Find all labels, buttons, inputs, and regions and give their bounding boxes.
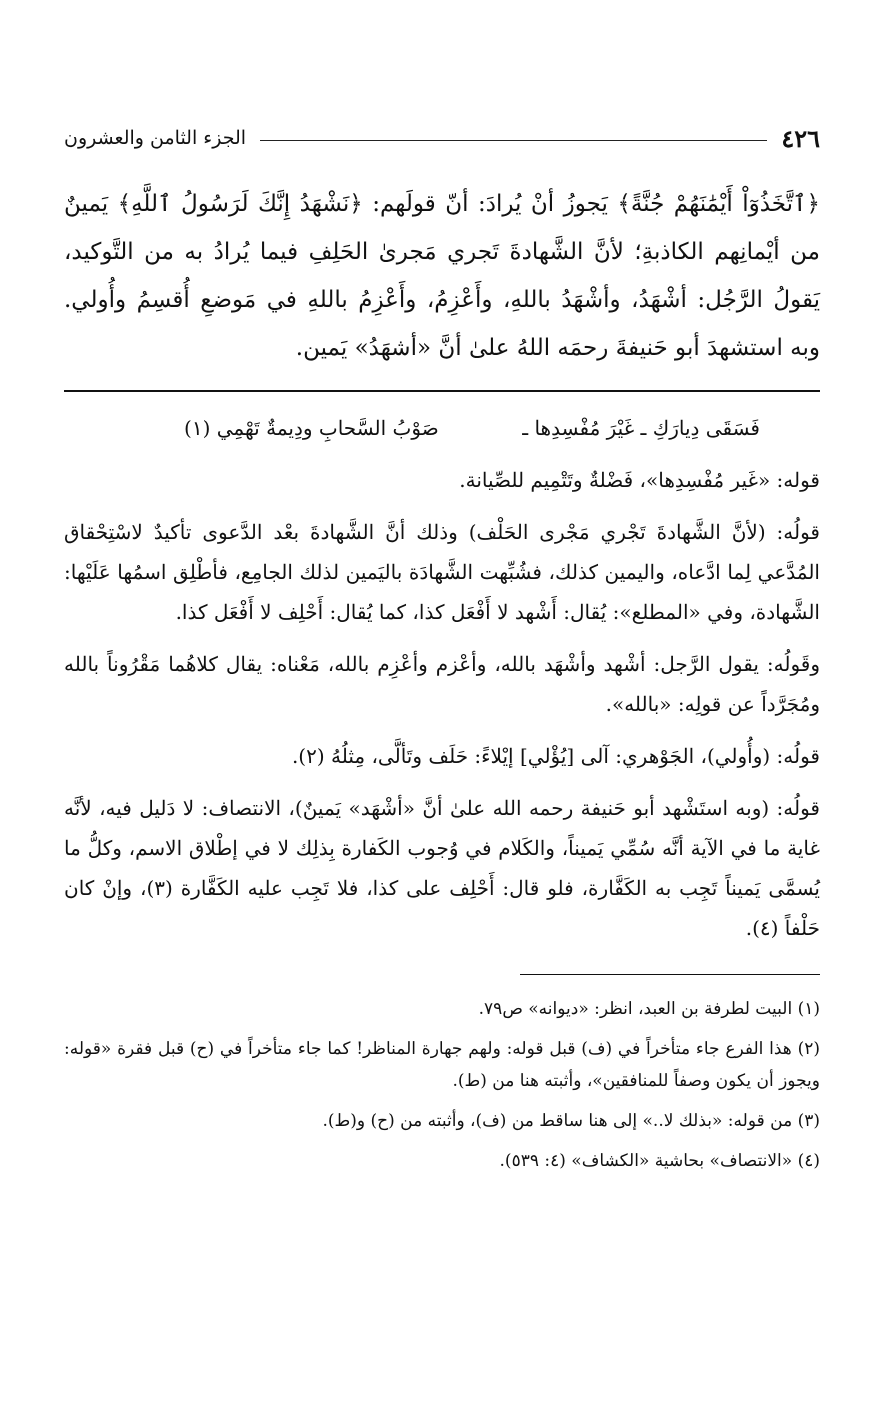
commentary-paragraph: قولُه: (وأُولي)، الجَوْهري: آلى [يُؤْلي] إيْلاءً: حَلَف وتَألَّى، مِثلُهُ (٢). <box>291 744 820 768</box>
running-title: الجزء الثامن والعشرون <box>64 127 247 149</box>
commentary-paragraph: وقَولُه: يقول الرَّجل: أشْهد وأشْهَد بالله، وأعْزم وأعْزِم بالله، مَعْناه: يقال كلاهُما مَقْرُوناً بالله ومُجَرَّداً عن قولِه: «بالله». <box>64 652 820 716</box>
page-number: ٤٢٦ <box>781 123 820 153</box>
footnotes <box>64 993 820 1177</box>
verse-second-hemistich: صَوْبُ السَّحابِ ودِيمةٌ تَهْمِي (١) <box>184 416 439 440</box>
commentary-paragraph: قوله: «غَير مُفْسِدِها»، فَضْلةٌ وتَتْمِيم للصِّيانة. <box>459 468 820 492</box>
commentary-paragraph: قولُه: (وبه استَشْهد أبو حَنيفة رحمه الله علىٰ أنَّ «أشْهَد» يَمينٌ)، الانتصاف: لا دَليل فيه، لأنَّه غاية ما في الآية أنَّه سُمِّي يَميناً، والكَلام في وُجوب الكَفارة بِذلِك لا في إطْلاق الاسم، وكلُّ ما يُسمَّى يَميناً تَجِب به الكَفَّارة، فلو قال: أَحْلِف على كذا، فلا تَجِب عليه الكَفَّارة (٣)، وإنْ كان حَلْفاً (٤). <box>64 796 820 940</box>
footnote: (١) البيت لطرفة بن العبد، انظر: «ديوانه» ص٧٩. <box>478 999 820 1019</box>
footnote-divider <box>520 974 820 975</box>
commentary-paragraph: قولُه: (لأنَّ الشَّهادةَ تَجْري مَجْرى الحَلْف) وذلك أنَّ الشَّهادةَ بعْد الدَّعوى تأكيدٌ لاسْتِحْقاق المُدَّعي لِما ادَّعاه، واليمين كذلك، فشُبِّهت الشَّهادَة باليَمين لذلك الجامِع، فأطْلِق اسمُها عَلَيْها: الشَّهادة، وفي «المطلع»: يُقال: أَشْهد لا أَفْعَل كذا، كما يُقال: أَحْلِف لا أَفْعَل كذا. <box>64 520 820 624</box>
commentary <box>64 460 820 948</box>
footnote: (٤) «الانتصاف» بحاشية «الكشاف» (٤: ٥٣٩). <box>499 1151 820 1171</box>
running-header <box>64 118 820 158</box>
book-page <box>64 118 820 1185</box>
section-divider <box>64 390 820 392</box>
header-rule <box>260 140 767 141</box>
poetry-verse <box>64 406 820 450</box>
main-text: ﴿ٱتَّخَذُوٓاْ أَيْمَٰنَهُمْ جُنَّةً﴾ يَجوزُ أنْ يُرادَ: أنّ قولَهم: ﴿نَشْهَدُ إِنَّكَ لَرَسُولُ ٱللَّهِ﴾ يَمينٌ من أيْمانِهم الكاذبةِ؛ لأنَّ الشَّهادةَ تَجري مَجرىٰ الحَلِفِ فيما يُرادُ به من التَّوكيد، يَقولُ الرَّجُل: أشْهَدُ، وأشْهَدُ باللهِ، وأَعْزِمُ، وأَعْزِمُ باللهِ في مَوضعِ أُقسِمُ وأُولي. وبه استشهدَ أبو حَنيفةَ رحمَه اللهُ علىٰ أنَّ «أشهَدُ» يَمين. <box>64 191 820 361</box>
verse-first-hemistich: فَسَقَى دِيارَكِ ـ غَيْرَ مُفْسِدِها ـ <box>522 416 760 440</box>
footnote: (٢) هذا الفرع جاء متأخراً في (ف) قبل قوله: ولهم جهارة المناظر! كما جاء متأخراً في (ح) قبل فقرة «قوله: ويجوز أن يكون وصفاً للمنافقين»، وأثبته هنا من (ط). <box>64 1039 820 1091</box>
footnote: (٣) من قوله: «بذلك لا..» إلى هنا ساقط من (ف)، وأثبته من (ح) و(ط). <box>322 1111 820 1131</box>
